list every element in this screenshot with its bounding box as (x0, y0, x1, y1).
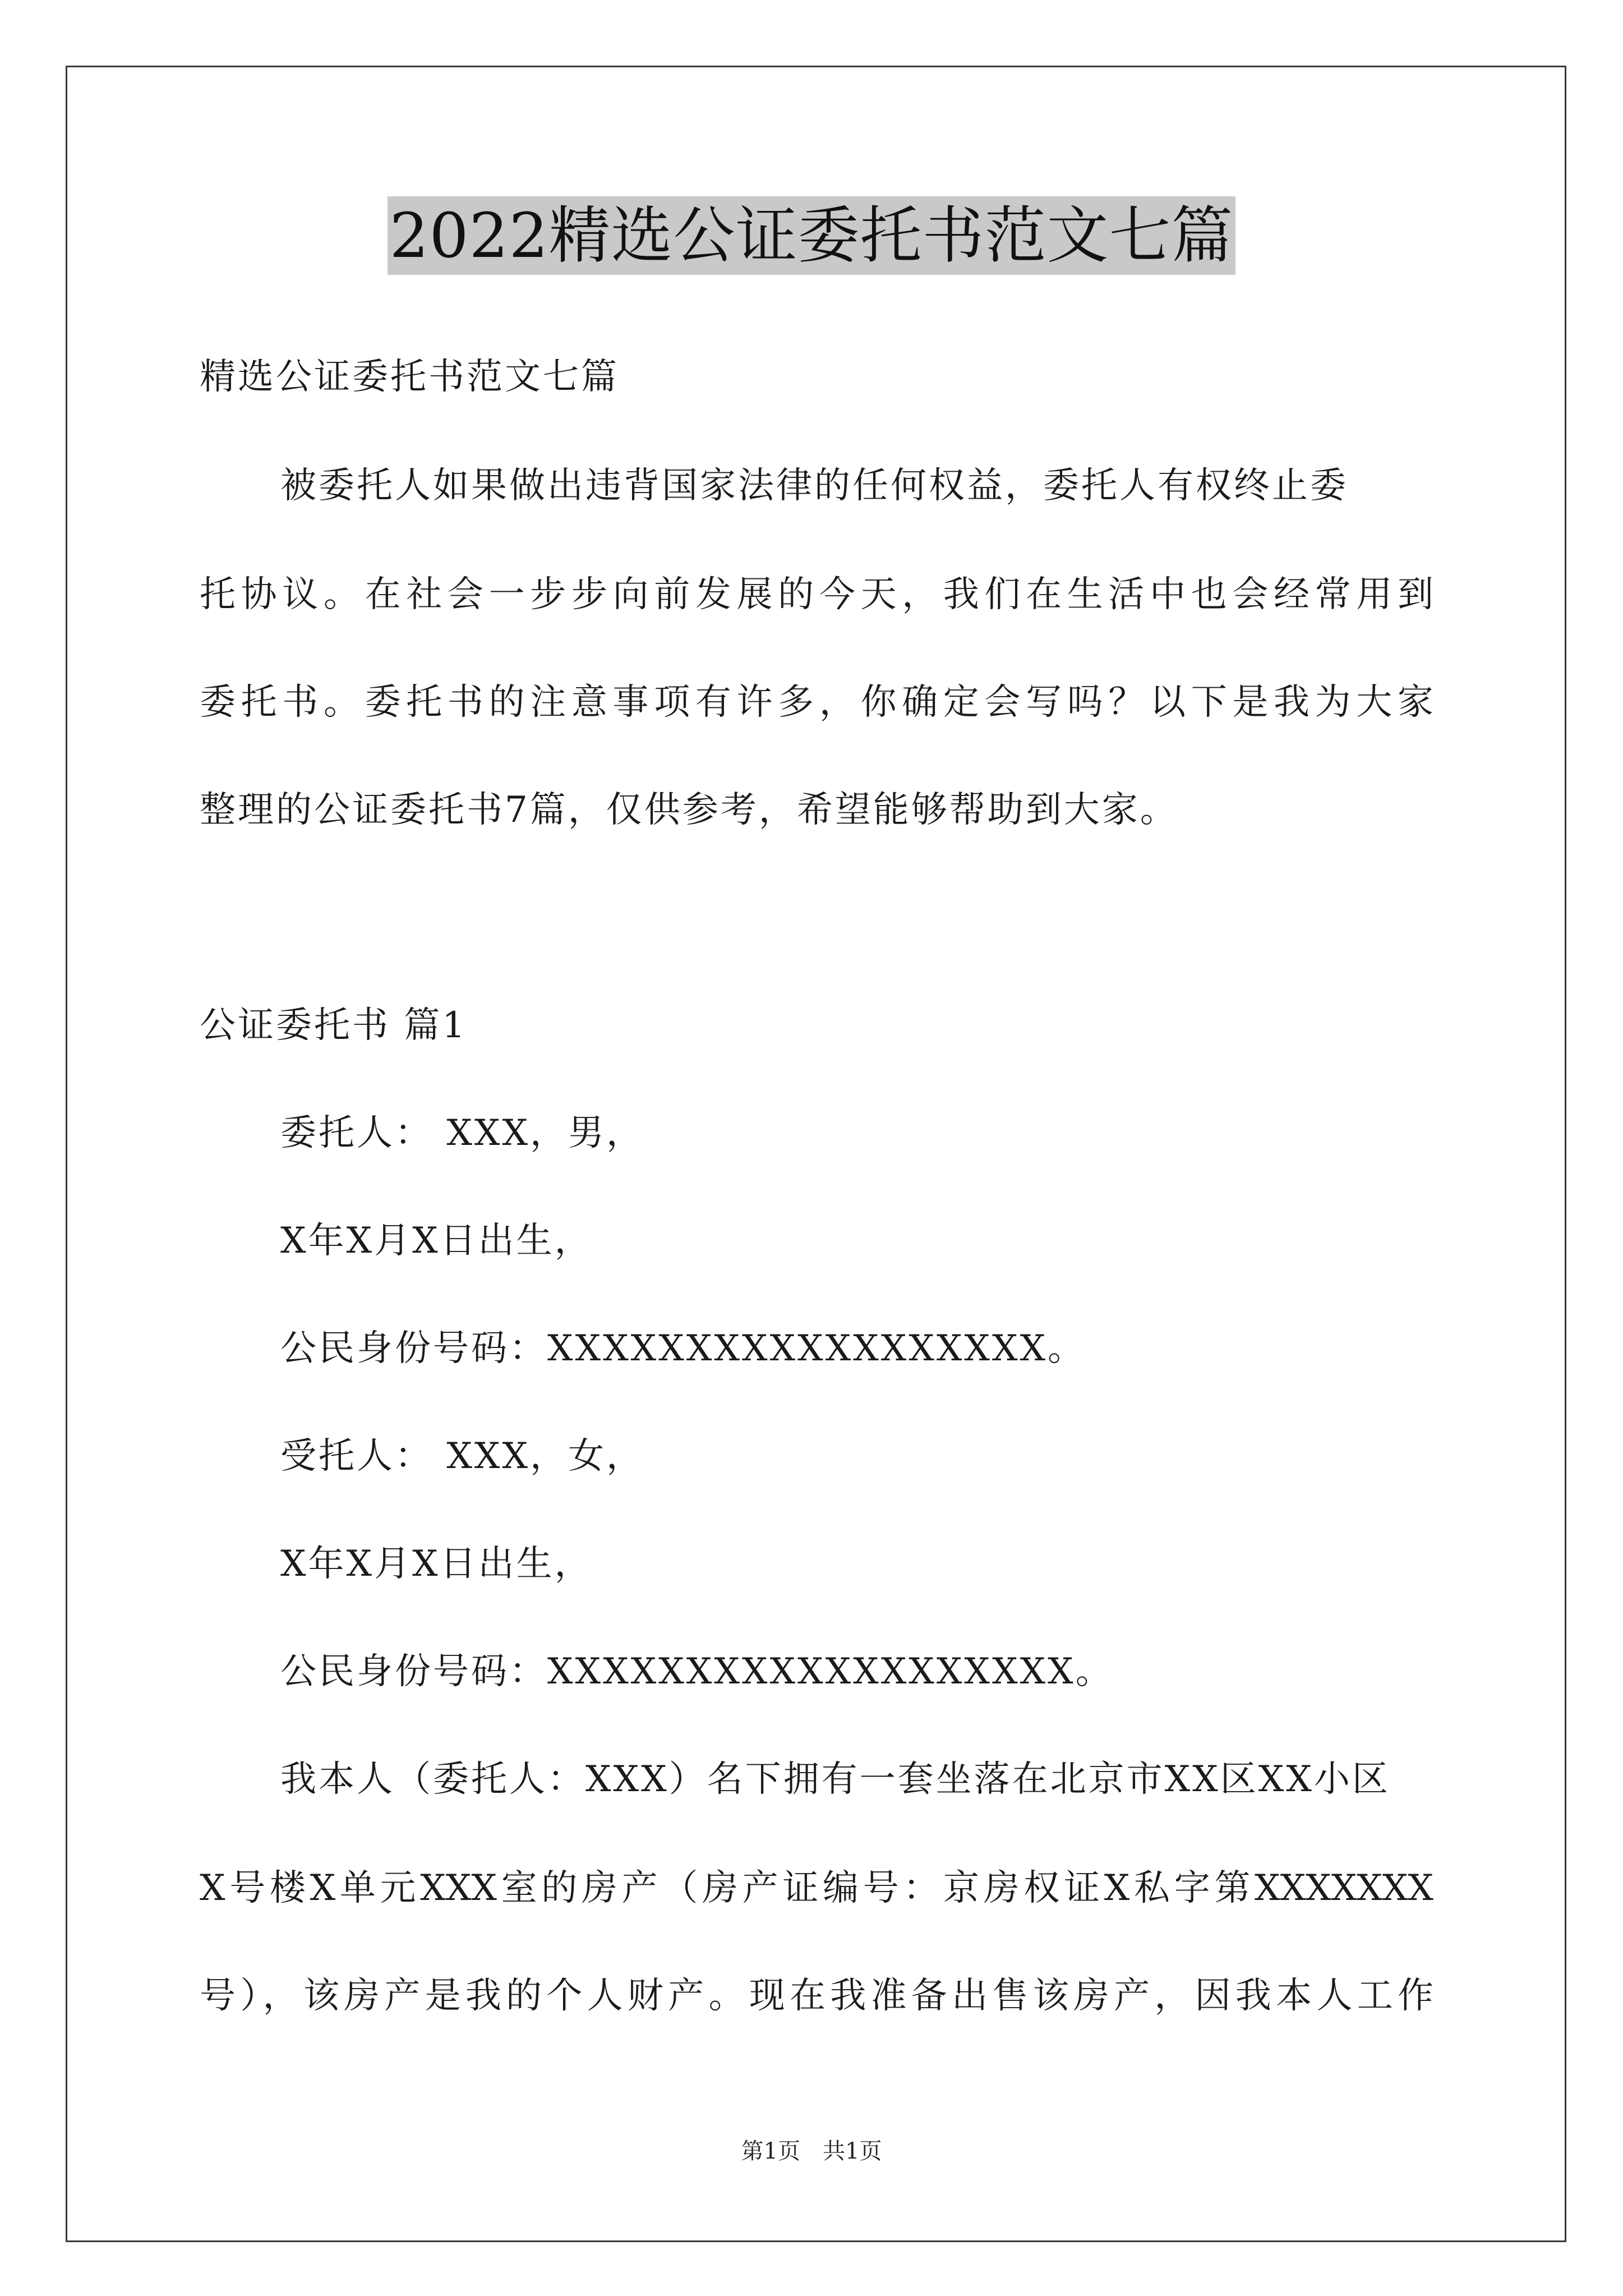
body-line-1: 我本人（委托人：XXX）名下拥有一套坐落在北京市XX区XX小区 (280, 1759, 1390, 1800)
page-footer: 第1页 共1页 (741, 2138, 882, 2164)
entry-principal-id: 公民身份号码：XXXXXXXXXXXXXXXXXX。 (280, 1328, 1086, 1369)
body-line-3: 号），该房产是我的个人财产。现在我准备出售该房产，因我本人工作 (200, 1975, 1433, 2017)
intro-line-3: 委托书。委托书的注意事项有许多，你确定会写吗？以下是我为大家 (200, 682, 1433, 723)
entry-agent-id: 公民身份号码：XXXXXXXXXXXXXXXXXXX。 (280, 1651, 1114, 1692)
intro-line-2: 托协议。在社会一步步向前发展的今天，我们在生活中也会经常用到 (200, 574, 1433, 615)
intro-line-1: 被委托人如果做出违背国家法律的任何权益，委托人有权终止委 (280, 465, 1348, 507)
entry-principal-birth: X年X月X日出生， (280, 1220, 593, 1262)
title-container (0, 196, 1623, 275)
intro-line-4: 整理的公证委托书7篇，仅供参考，希望能够帮助到大家。 (200, 789, 1178, 831)
entry-agent-birth: X年X月X日出生， (280, 1543, 593, 1585)
section-heading: 公证委托书 篇1 (200, 1005, 468, 1046)
entry-agent: 受托人： XXX，女， (280, 1435, 645, 1477)
document-title: 2022精选公证委托书范文七篇 (388, 196, 1236, 275)
body-line-2: X号楼X单元XXX室的房产（房产证编号：京房权证X私字第XXXXXXX (200, 1867, 1433, 1909)
entry-principal: 委托人： XXX，男， (280, 1112, 645, 1154)
document-subtitle: 精选公证委托书范文七篇 (200, 356, 619, 398)
